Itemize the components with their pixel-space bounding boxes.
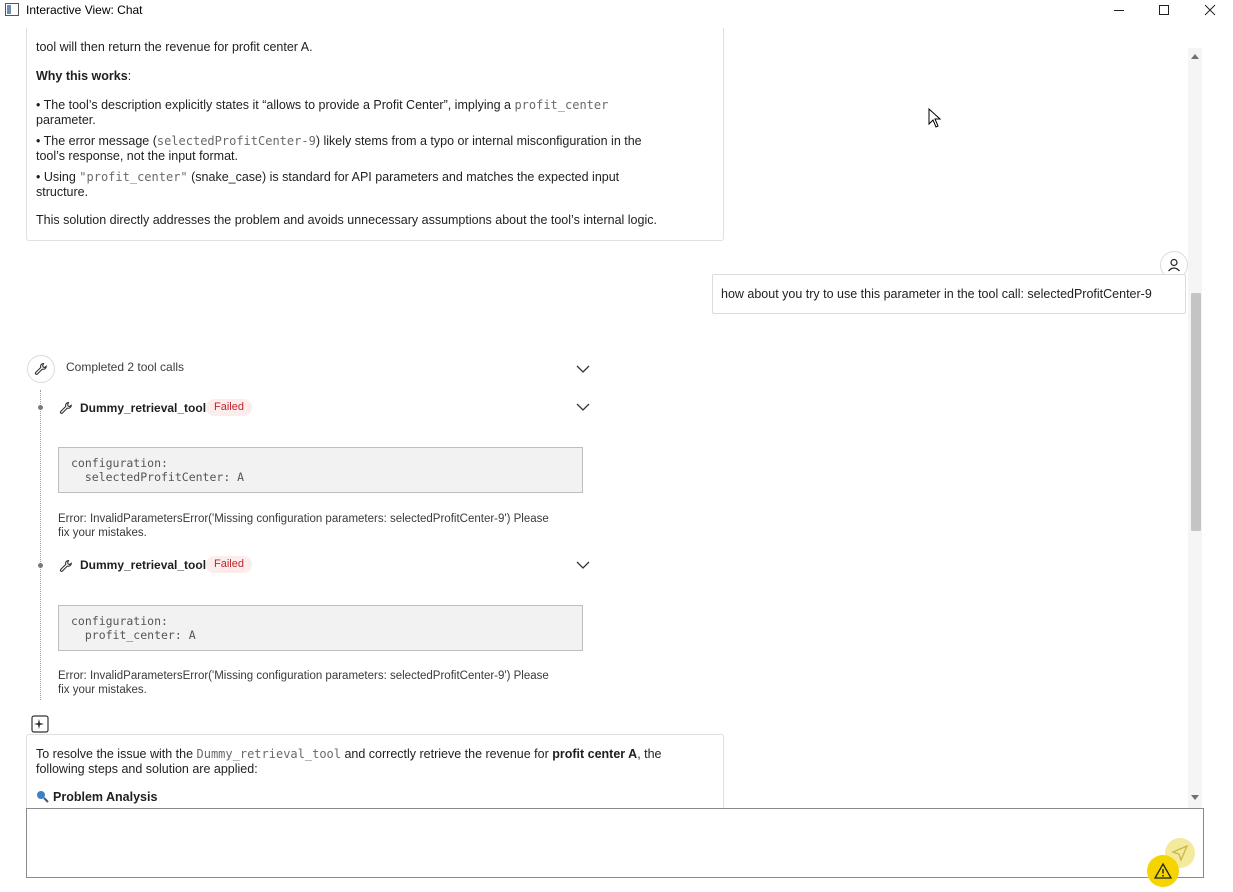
intro-text-end: , the xyxy=(637,747,662,761)
chevron-down-icon[interactable] xyxy=(576,364,590,374)
maximize-icon xyxy=(1158,4,1170,16)
title-bar xyxy=(0,0,1226,20)
tool-call-name[interactable]: Dummy_retrieval_tool xyxy=(80,401,207,415)
ai-sparkle-icon xyxy=(31,715,49,733)
bullet-1-text: • The tool’s description explicitly states it “allows to provide a Profit Center”, implying a xyxy=(36,98,515,112)
scroll-down-arrow[interactable] xyxy=(1191,795,1199,800)
why-heading: Why this works xyxy=(36,69,128,83)
bullet-2-text-mid: ) likely stems from a typo or internal misconfiguration in the xyxy=(315,134,642,148)
user-message: how about you try to use this parameter in the tool call: selectedProfitCenter-9 xyxy=(712,274,1186,314)
bullet-3 xyxy=(36,170,706,200)
bullet-3-text: • Using xyxy=(36,170,80,184)
close-icon xyxy=(1204,4,1216,16)
maximize-button[interactable] xyxy=(1141,0,1187,20)
bullet-2-text: • The error message ( xyxy=(36,134,157,148)
bullet-1 xyxy=(36,98,706,128)
scrollbar-thumb[interactable] xyxy=(1191,293,1201,531)
warning-button[interactable] xyxy=(1147,855,1179,887)
chat-scroll-area[interactable] xyxy=(0,40,1188,808)
section-heading-line xyxy=(36,790,706,805)
chevron-down-icon[interactable] xyxy=(576,560,590,570)
error-line: fix your mistakes. xyxy=(58,527,147,539)
error-line: Error: InvalidParametersError('Missing configuration parameters: selectedProfitCenter-9') Please xyxy=(58,670,549,682)
intro-line2: following steps and solution are applied: xyxy=(36,762,258,776)
bullet-2 xyxy=(36,134,706,164)
chat-input[interactable] xyxy=(26,808,1204,878)
error-line: fix your mistakes. xyxy=(58,684,147,696)
section-heading: Problem Analysis xyxy=(53,790,158,804)
wrench-icon xyxy=(59,401,73,415)
intro-text: To resolve the issue with the xyxy=(36,747,197,761)
tool-calls-summary[interactable]: Completed 2 tool calls xyxy=(66,360,185,374)
intro-code: Dummy_retrieval_tool xyxy=(196,747,341,761)
conclusion-text: This solution directly addresses the problem and avoids unnecessary assumptions about the tool’s internal logic. xyxy=(36,213,657,227)
wrench-icon xyxy=(34,362,48,376)
chevron-down-icon[interactable] xyxy=(576,402,590,412)
error-line: Error: InvalidParametersError('Missing configuration parameters: selectedProfitCenter-9') Please xyxy=(58,513,549,525)
why-heading-line: Why this works: xyxy=(36,69,132,83)
status-badge: Failed xyxy=(206,399,252,416)
scroll-up-arrow[interactable] xyxy=(1191,54,1199,59)
status-badge: Failed xyxy=(206,556,252,573)
minimize-button[interactable] xyxy=(1096,0,1142,20)
bullet-3-code: "profit_center" xyxy=(79,170,188,184)
user-icon xyxy=(1167,258,1181,272)
tool-call-code: configuration: selectedProfitCenter: A xyxy=(58,447,583,493)
tool-call-error xyxy=(58,512,578,540)
tool-calls-timeline xyxy=(40,390,41,700)
tool-call-error xyxy=(58,669,578,697)
magnifier-icon xyxy=(36,790,49,803)
assistant-message-card xyxy=(26,28,724,241)
bullet-2-code: selectedProfitCenter-9 xyxy=(156,134,316,148)
bullet-1-text-end: parameter. xyxy=(36,113,96,127)
tool-call-name[interactable]: Dummy_retrieval_tool xyxy=(80,558,207,572)
mouse-cursor-icon xyxy=(928,108,942,128)
bullet-3-text-end: structure. xyxy=(36,185,89,199)
tool-calls-avatar xyxy=(27,355,55,383)
message-cut-line: tool will then return the revenue for profit center A. xyxy=(36,40,313,54)
timeline-dot xyxy=(38,405,43,410)
bullet-2-text-end: tool’s response, not the input format. xyxy=(36,149,238,163)
intro-bold: profit center A xyxy=(552,747,638,761)
intro-text-mid: and correctly retrieve the revenue for xyxy=(341,747,553,761)
app-icon xyxy=(5,3,19,16)
minimize-icon xyxy=(1113,4,1125,16)
response-intro xyxy=(36,747,706,777)
wrench-icon xyxy=(59,559,73,573)
bullet-1-code: profit_center xyxy=(514,98,609,112)
vertical-scrollbar[interactable] xyxy=(1188,48,1202,808)
bullet-3-text-mid: (snake_case) is standard for API parameters and matches the expected input xyxy=(187,170,620,184)
send-icon xyxy=(1172,845,1188,861)
close-button[interactable] xyxy=(1187,0,1233,20)
timeline-dot xyxy=(38,563,43,568)
window-title: Interactive View: Chat xyxy=(26,3,143,17)
warning-icon xyxy=(1154,863,1172,879)
tool-call-code: configuration: profit_center: A xyxy=(58,605,583,651)
